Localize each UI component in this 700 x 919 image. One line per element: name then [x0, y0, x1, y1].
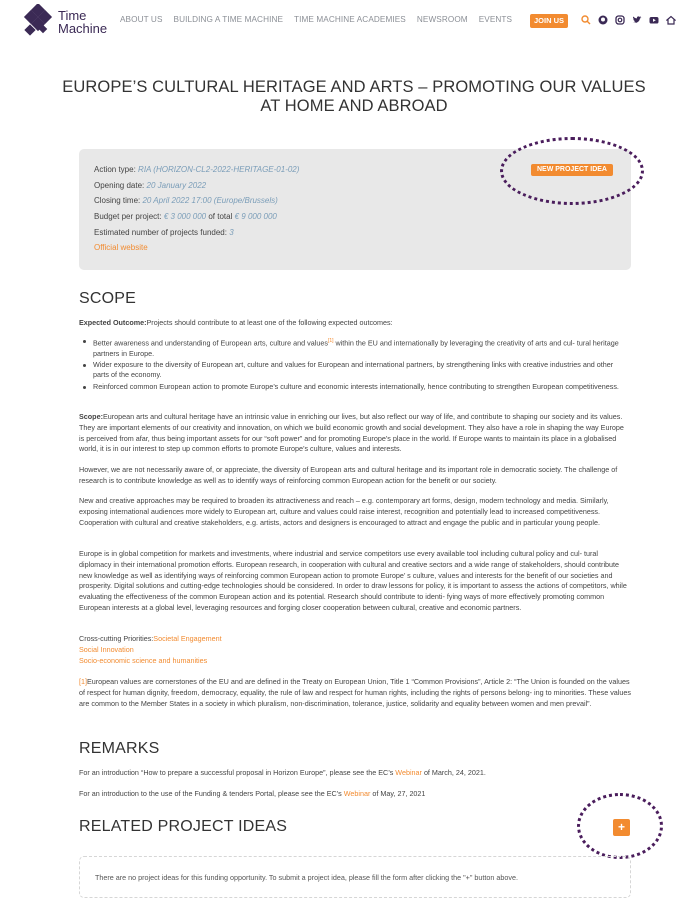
budget-value: € 3 000 000: [163, 212, 207, 221]
header-icons: [580, 14, 676, 25]
highlight-circle-new-idea: [500, 137, 644, 205]
home-icon[interactable]: [665, 14, 676, 25]
join-us-button[interactable]: JOIN US: [530, 14, 568, 28]
instagram-icon[interactable]: [614, 14, 625, 25]
action-type-value: RIA (HORIZON-CL2-2022-HERITAGE-01-02): [138, 165, 300, 174]
related-ideas-heading: RELATED PROJECT IDEAS: [79, 818, 288, 835]
remark-2: [79, 789, 631, 800]
remark-1-text: For an introduction “How to prepare a successful proposal in Horizon Europe”, please see the EC’s: [79, 768, 394, 777]
expected-outcome-text: Projects should contribute to at least one of the following expected outcomes:: [146, 318, 393, 327]
highlight-circle-add-button: [577, 793, 663, 859]
opening-date-value: 20 January 2022: [146, 181, 207, 190]
priority-link-social-innovation[interactable]: Social Innovation: [79, 644, 134, 654]
closing-time-value: 20 April 2022 17:00 (Europe/Brussels): [142, 196, 278, 205]
main-nav: [120, 15, 523, 24]
nav-newsroom[interactable]: NEWSROOM: [416, 15, 468, 24]
opening-date-label: Opening date:: [94, 181, 145, 190]
footnote-anchor-link[interactable]: [1]: [79, 677, 87, 686]
add-project-idea-button[interactable]: +: [613, 819, 630, 836]
page-title: EUROPE’S CULTURAL HERITAGE AND ARTS – PROMOTING OUR VALUES AT HOME AND ABROAD: [62, 78, 646, 115]
expected-outcomes-list: [79, 336, 631, 393]
scope-heading: SCOPE: [79, 290, 137, 307]
youtube-icon[interactable]: [648, 14, 659, 25]
opening-date-row: [94, 181, 206, 190]
logo-line-2: Machine: [58, 21, 108, 36]
scope-text-1: European arts and cultural heritage have an intrinsic value in enriching our lives, but also reflect our way of life, and contribute to shaping our society and its values. They are important elements of our creativity and innovation, on which we build economic growth and social development. They also have a role in shaping the way Europe is perceived from afar, thus being important assets for our “soft power” and for promoting Europe’s place in the world. If Europe wants to maintain its place in a globalised world, it is in our interest to step up common efforts to promote Europe’s culture, values and interests.: [79, 412, 624, 454]
expected-outcome-label: Expected Outcome:: [79, 318, 147, 327]
site-logo[interactable]: [20, 4, 107, 40]
logo-line-1: Time: [58, 8, 87, 23]
remarks-heading: REMARKS: [79, 740, 160, 757]
scope-label: Scope:: [79, 412, 103, 421]
new-project-idea-button[interactable]: NEW PROJECT IDEA: [531, 164, 613, 176]
action-type-label: Action type:: [94, 165, 136, 174]
empty-project-ideas-box: [79, 856, 631, 898]
priority-link-societal-engagement[interactable]: Societal Engagement: [153, 634, 222, 643]
bullet-1-text: Better awareness and understanding of European arts, culture and values: [93, 338, 328, 348]
projects-funded-label: Estimated number of projects funded:: [94, 228, 227, 237]
scope-paragraph-4: Europe is in global competition for markets and investments, where industrial and service competitors use every available tool including cultural policy and cul- tural diplomacy in their international promotion efforts. European research, in cooperation with cultural and creative sectors and a wide range of stakeholders, should contribute new knowledge as well as identifying ways of reinforcing common European action to promote Europe’ s culture, values and interests for the benefit of our societies and prosperity. Digital solutions and cutting-edge technologies should be considered. In order to draw lessons for policy, it is important to assess the actions of competitors, while evaluating the effectiveness of the common European action and its potential. Research should contribute to identi- fying ways of more effectively promoting common European interests at a global level, leveraging resources and forging closer cooperation between cultural, creative and economic partners.: [79, 549, 627, 612]
webinar-link-2[interactable]: Webinar: [343, 789, 371, 798]
logo-icon: [20, 4, 56, 40]
list-item: Wider exposure to the diversity of European art, culture and values for European and international partners, by strengthening links with creative industries and other parts of the economy.: [79, 360, 631, 381]
nav-events[interactable]: EVENTS: [478, 15, 513, 24]
budget-row: [94, 212, 277, 221]
webinar-link-1[interactable]: Webinar: [395, 768, 422, 777]
nav-building-time-machine[interactable]: BUILDING A TIME MACHINE: [173, 15, 284, 24]
budget-total-value: € 9 000 000: [234, 212, 277, 221]
budget-of-total: of total: [208, 212, 233, 221]
footnote-paragraph: [79, 677, 631, 709]
remark-1: [79, 768, 631, 779]
bullet-1-text-cont: within the EU and internationally by leveraging the creativity of arts and cul- tural heritage partners in Europe.: [93, 338, 619, 358]
list-item: Reinforced common European action to promote Europe’s culture and economic interests internationally, hence contributing to strengthen European competitiveness.: [79, 382, 631, 392]
footnote-ref-link[interactable]: [1]: [327, 338, 334, 344]
list-item: [79, 336, 631, 359]
scope-paragraph-2: However, we are not necessarily aware of, or appreciate, the diversity of European arts and cultural heritage and its important role in democratic society. The challenge of research is to contribute knowledge as well as to identify ways of reinforcing common European action for the benefit or our society.: [79, 465, 618, 485]
cross-cutting-priorities: [79, 634, 631, 666]
expected-outcome-paragraph: [79, 318, 631, 329]
remark-1-date: of March, 24, 2021.: [423, 768, 486, 777]
priority-link-socio-economic[interactable]: Socio-economic science and humanities: [79, 655, 208, 665]
cross-cutting-label: Cross-cutting Priorities:: [79, 634, 154, 643]
top-navigation-bar: [0, 0, 700, 42]
nav-academies[interactable]: TIME MACHINE ACADEMIES: [294, 15, 406, 24]
action-type-row: [94, 165, 299, 174]
remark-2-text: For an introduction to the use of the Funding & tenders Portal, please see the EC’s: [79, 789, 342, 798]
remark-2-date: of May, 27, 2021: [372, 789, 426, 798]
search-icon[interactable]: [580, 14, 591, 25]
scope-paragraph-1: [79, 412, 631, 455]
empty-state-text: There are no project ideas for this funding opportunity. To submit a project idea, please fill the form after clicking the "+" button above.: [95, 873, 518, 882]
closing-time-row: [94, 196, 278, 205]
official-website-link[interactable]: Official website: [94, 243, 148, 252]
twitter-icon[interactable]: [631, 14, 642, 25]
github-icon[interactable]: [597, 14, 608, 25]
closing-time-label: Closing time:: [94, 196, 141, 205]
budget-label: Budget per project:: [94, 212, 162, 221]
projects-funded-row: [94, 228, 234, 237]
footnote-text: European values are cornerstones of the EU and are defined in the Treaty on European Union, Title 1 “Common Provisions”, Article 2: “The Union is founded on the values of respect for human dignity, freedom, democracy, equality, the rule of law and respect for human rights, including the rights of persons belong- ing to minorities. These values are common to the Member States in a society in which pluralism, non-discrimination, tolerance, justice, solidarity and equality between women and men prevail”.: [79, 677, 631, 708]
projects-funded-value: 3: [229, 228, 234, 237]
scope-paragraph-3: New and creative approaches may be required to broaden its attractiveness and reach – e.g. contemporary art forms, design, modern technology and media. Similarly, exposing international audiences more widely to European art, culture and values could raise interest, recognition and potentially lead to increased competitiveness. Cooperation with cultural and creative stakeholders, e.g. artists, actors and designers is encouraged to attract and engage the public and in particular young people.: [79, 496, 609, 527]
nav-about-us[interactable]: ABOUT US: [120, 15, 163, 24]
